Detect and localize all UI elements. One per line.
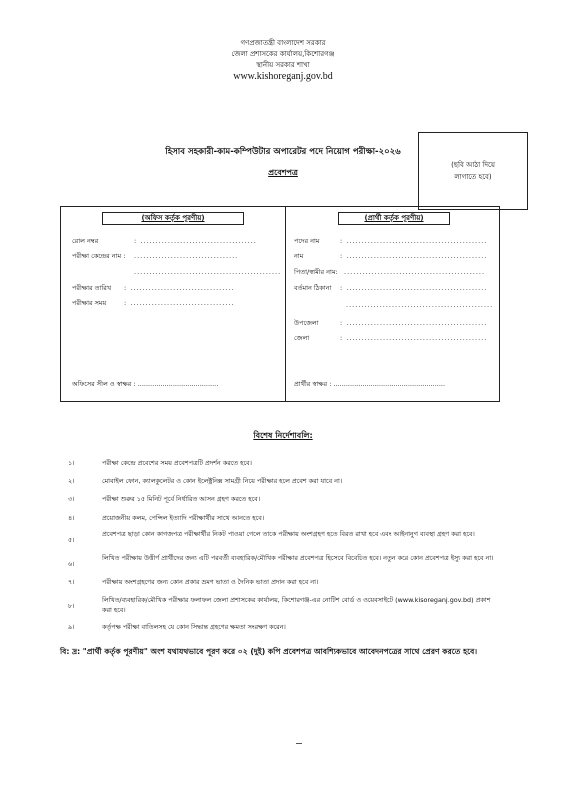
govt-name: গণপ্রজাতন্ত্রী বাংলাদেশ সরকার (240, 39, 326, 47)
post-name-field[interactable]: পদের নাম : .............................................. (294, 237, 488, 245)
instructions-heading: বিশেষ নির্দেশাবলি: (253, 431, 313, 440)
present-address-field[interactable]: বর্তমান ঠিকানা : .............................................. (294, 284, 488, 292)
district-field[interactable]: জেলা : .............................................. (294, 334, 488, 342)
exam-date-field[interactable]: পরীক্ষার তারিখ : .................................. (72, 284, 235, 292)
exam-center-field[interactable]: পরীক্ষা কেন্দ্রের নাম : .................................. (72, 252, 239, 260)
exam-time-field[interactable]: পরীক্ষার সময় : .................................. (72, 299, 235, 307)
upazila-field[interactable]: উপজেলা : .............................................. (294, 319, 488, 327)
office-section-heading: (অফিস কর্তৃক পূরণীয়) (102, 212, 244, 225)
present-address-field-line2[interactable]: ................................................ (346, 301, 494, 309)
section-name: স্থানীয় সরকার শাখা (256, 61, 310, 69)
father-husband-name-field[interactable]: পিতা/স্বামীর নাম: .............................................. (294, 268, 486, 276)
candidate-section-heading: (প্রার্থী কর্তৃক পূরণীয়) (338, 212, 450, 225)
website-link[interactable]: www.kishoreganj.gov.bd (233, 71, 333, 82)
photo-box (418, 132, 528, 210)
photo-instruction-1: (ছবি আঠা দিয়ে (451, 161, 495, 169)
admit-card-title: প্রবেশপত্র (268, 168, 298, 177)
page-mark (296, 740, 302, 744)
roll-number-field[interactable]: রোল নম্বর : ...................................... (72, 237, 257, 245)
form-divider (285, 206, 286, 402)
letterhead (0, 38, 566, 82)
office-name: জেলা প্রশাসকের কার্যালয়,কিশোরগঞ্জ (231, 50, 335, 58)
candidate-signature[interactable]: প্রার্থীর স্বাক্ষর : ...................................................... (294, 380, 446, 388)
exam-center-field-line2[interactable]: ................................................ (134, 268, 282, 276)
photo-instruction-2: লাগাতে হবে) (454, 173, 492, 181)
candidate-name-field[interactable]: নাম : .............................................. (294, 252, 488, 260)
footer-note: বি: দ্র: "প্রার্থী কর্তৃক পূরণীয়" অংশ যথাযথভাবে পূরণ করে ০২ (দুই) কপি প্রবেশপত্র আবশ্যিকভাবে আবেদনপত্রের সাথে প্রেরণ করতে হবে। (60, 647, 478, 656)
office-seal-signature[interactable]: অফিসের সীল ও স্বাক্ষর : ....................................... (72, 380, 219, 388)
exam-title: হিসাব সহকারী-কাম-কম্পিউটার অপারেটর পদে নিয়োগ পরীক্ষা-২০২৬ (165, 147, 401, 157)
